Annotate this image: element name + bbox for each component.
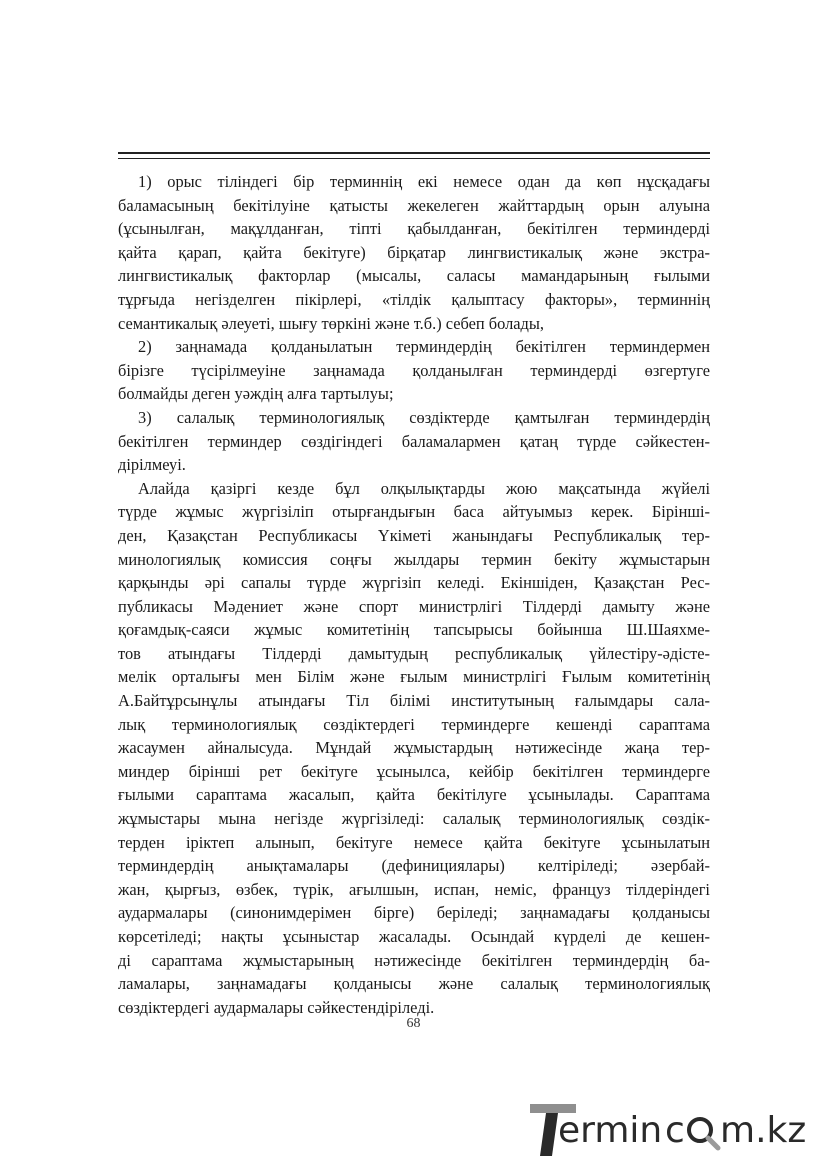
termincom-logo[interactable] — [528, 1098, 818, 1160]
paragraph — [118, 406, 710, 477]
text-line: болмайды деген уәждің алға тартылуы; — [118, 384, 394, 404]
logo-t-stem — [540, 1113, 558, 1156]
text-line: ді сараптама жұмыстарының нәтижесінде бекітілген терминдердің ба- — [118, 950, 710, 970]
text-line: ғылыми сараптама жасалып, қайта бекітілуге ұсынылады. Сараптама — [118, 785, 710, 805]
text-line: баламасының бекітілуіне қатысты жекелеген жайттардың орын алуына — [118, 195, 710, 215]
text-line: тов атындағы Тілдерді дамытудың республикалық үйлестіру-әдісте- — [118, 643, 710, 663]
paragraph — [118, 170, 710, 335]
text-line: публикасы Мәдениет және спорт министрлігі Тілдерді дамыту және — [118, 596, 710, 616]
text-line: терминдердің анықтамалары (дефинициялары) келтіріледі; әзербай- — [118, 856, 710, 876]
text-line: қарқынды әрі сапалы түрде жүргізіп келеді. Екіншіден, Қазақстан Рес- — [118, 573, 710, 593]
text-line: көрсетіледі; нақты ұсыныстар жасалады. Осындай күрделі де кешен- — [118, 927, 710, 946]
page-number: 68 — [406, 1016, 421, 1031]
text-line: дірілмеуі. — [118, 455, 186, 475]
text-line: Алайда қазіргі кезде бұл олқылықтарды жою мақсатында жүйелі — [138, 478, 710, 498]
logo-graphic — [528, 1098, 818, 1160]
text-line: минологиялық комиссия соңғы жылдары термин бекіту жұмыстарын — [118, 549, 710, 569]
text-line: 2) заңнамада қолданылатын терминдердің бекітілген терминдермен — [138, 337, 710, 357]
paragraph — [118, 335, 710, 406]
text-line: бекітілген терминдер сөздігіндегі баламалармен қатаң түрде сәйкестен- — [118, 431, 710, 451]
text-line: тұрғыда негізделген пікірлері, «тілдік қалыптасу факторы», терминнің — [118, 289, 710, 309]
text-line: жұмыстары мына негізде жүргізіледі: салалық терминологиялық сөздік- — [118, 809, 710, 829]
logo-text-2: m.kz — [720, 1110, 807, 1151]
text-line: түрде жұмыс жүргізіліп отырғандығын баса айтуымыз керек. Біріншi- — [118, 502, 710, 522]
text-line: терден іріктеп алынып, бекітуге немесе қайта бекітуге ұсынылатын — [118, 832, 710, 852]
text-line: (ұсынылған, мақұлданған, тіпті қабылданған, бекітілген терминдерді — [118, 219, 710, 239]
text-line: лингвистикалық факторлар (мысалы, саласы мамандарының ғылыми — [118, 266, 710, 286]
text-line: аудармалары (синонимдерімен бірге) беріледі; заңнамадағы қолданысы — [118, 903, 710, 923]
logo-text-1: ermin — [558, 1110, 663, 1151]
text-line: семантикалық әлеуеті, шығу төркіні және т.б.) себеп болады, — [118, 313, 545, 333]
paragraph — [118, 477, 710, 1020]
logo-text-c: c — [665, 1110, 685, 1151]
text-line: сөздіктердегі аудармалары сәйкестендіріледі. — [118, 997, 435, 1017]
text-line: жасаумен айналысуда. Мұндай жұмыстардың нәтижесінде жаңа тер- — [118, 738, 710, 758]
text-line: мелік орталығы мен Білім және ғылым министрлігі Ғылым комитетінің — [118, 667, 710, 687]
header-rule-thick — [118, 152, 710, 154]
text-line: ден, Қазақстан Республикасы Үкіметі жанындағы Республикалық тер- — [118, 525, 710, 545]
text-line: жан, қырғыз, өзбек, түрік, ағылшын, испан, неміс, француз тілдеріндегі — [118, 879, 710, 899]
text-line: миндер бірінші рет бекітуге ұсынылса, кейбір бекітілген терминдерге — [118, 761, 710, 781]
magnifier-icon — [689, 1119, 718, 1148]
text-line: бірізге түсірілмеуіне заңнамада қолданылған терминдерді өзгертуге — [118, 360, 710, 380]
header-rule-thin — [118, 158, 710, 159]
text-line: 1) орыс тіліндегі бір терминнің екі немесе одан да көп нұсқадағы — [138, 172, 710, 191]
text-line: А.Байтұрсынұлы атындағы Тіл білімі институтының ғалымдары сала- — [118, 691, 710, 711]
text-line: лық терминологиялық сөздіктердегі терминдерге кешенді сараптама — [118, 714, 710, 734]
text-line: қайта қарап, қайта бекітуге) бірқатар лингвистикалық және экстра- — [118, 242, 710, 262]
text-line: ламалары, заңнамадағы қолданысы және салалық терминологиялық — [118, 974, 710, 994]
text-line: қоғамдық-саяси жұмыс комитетінің тапсырысы бойынша Ш.Шаяхме- — [118, 620, 710, 640]
page-body-text — [118, 170, 710, 1019]
text-line: 3) салалық терминологиялық сөздіктерде қамтылған терминдердің — [138, 407, 710, 427]
